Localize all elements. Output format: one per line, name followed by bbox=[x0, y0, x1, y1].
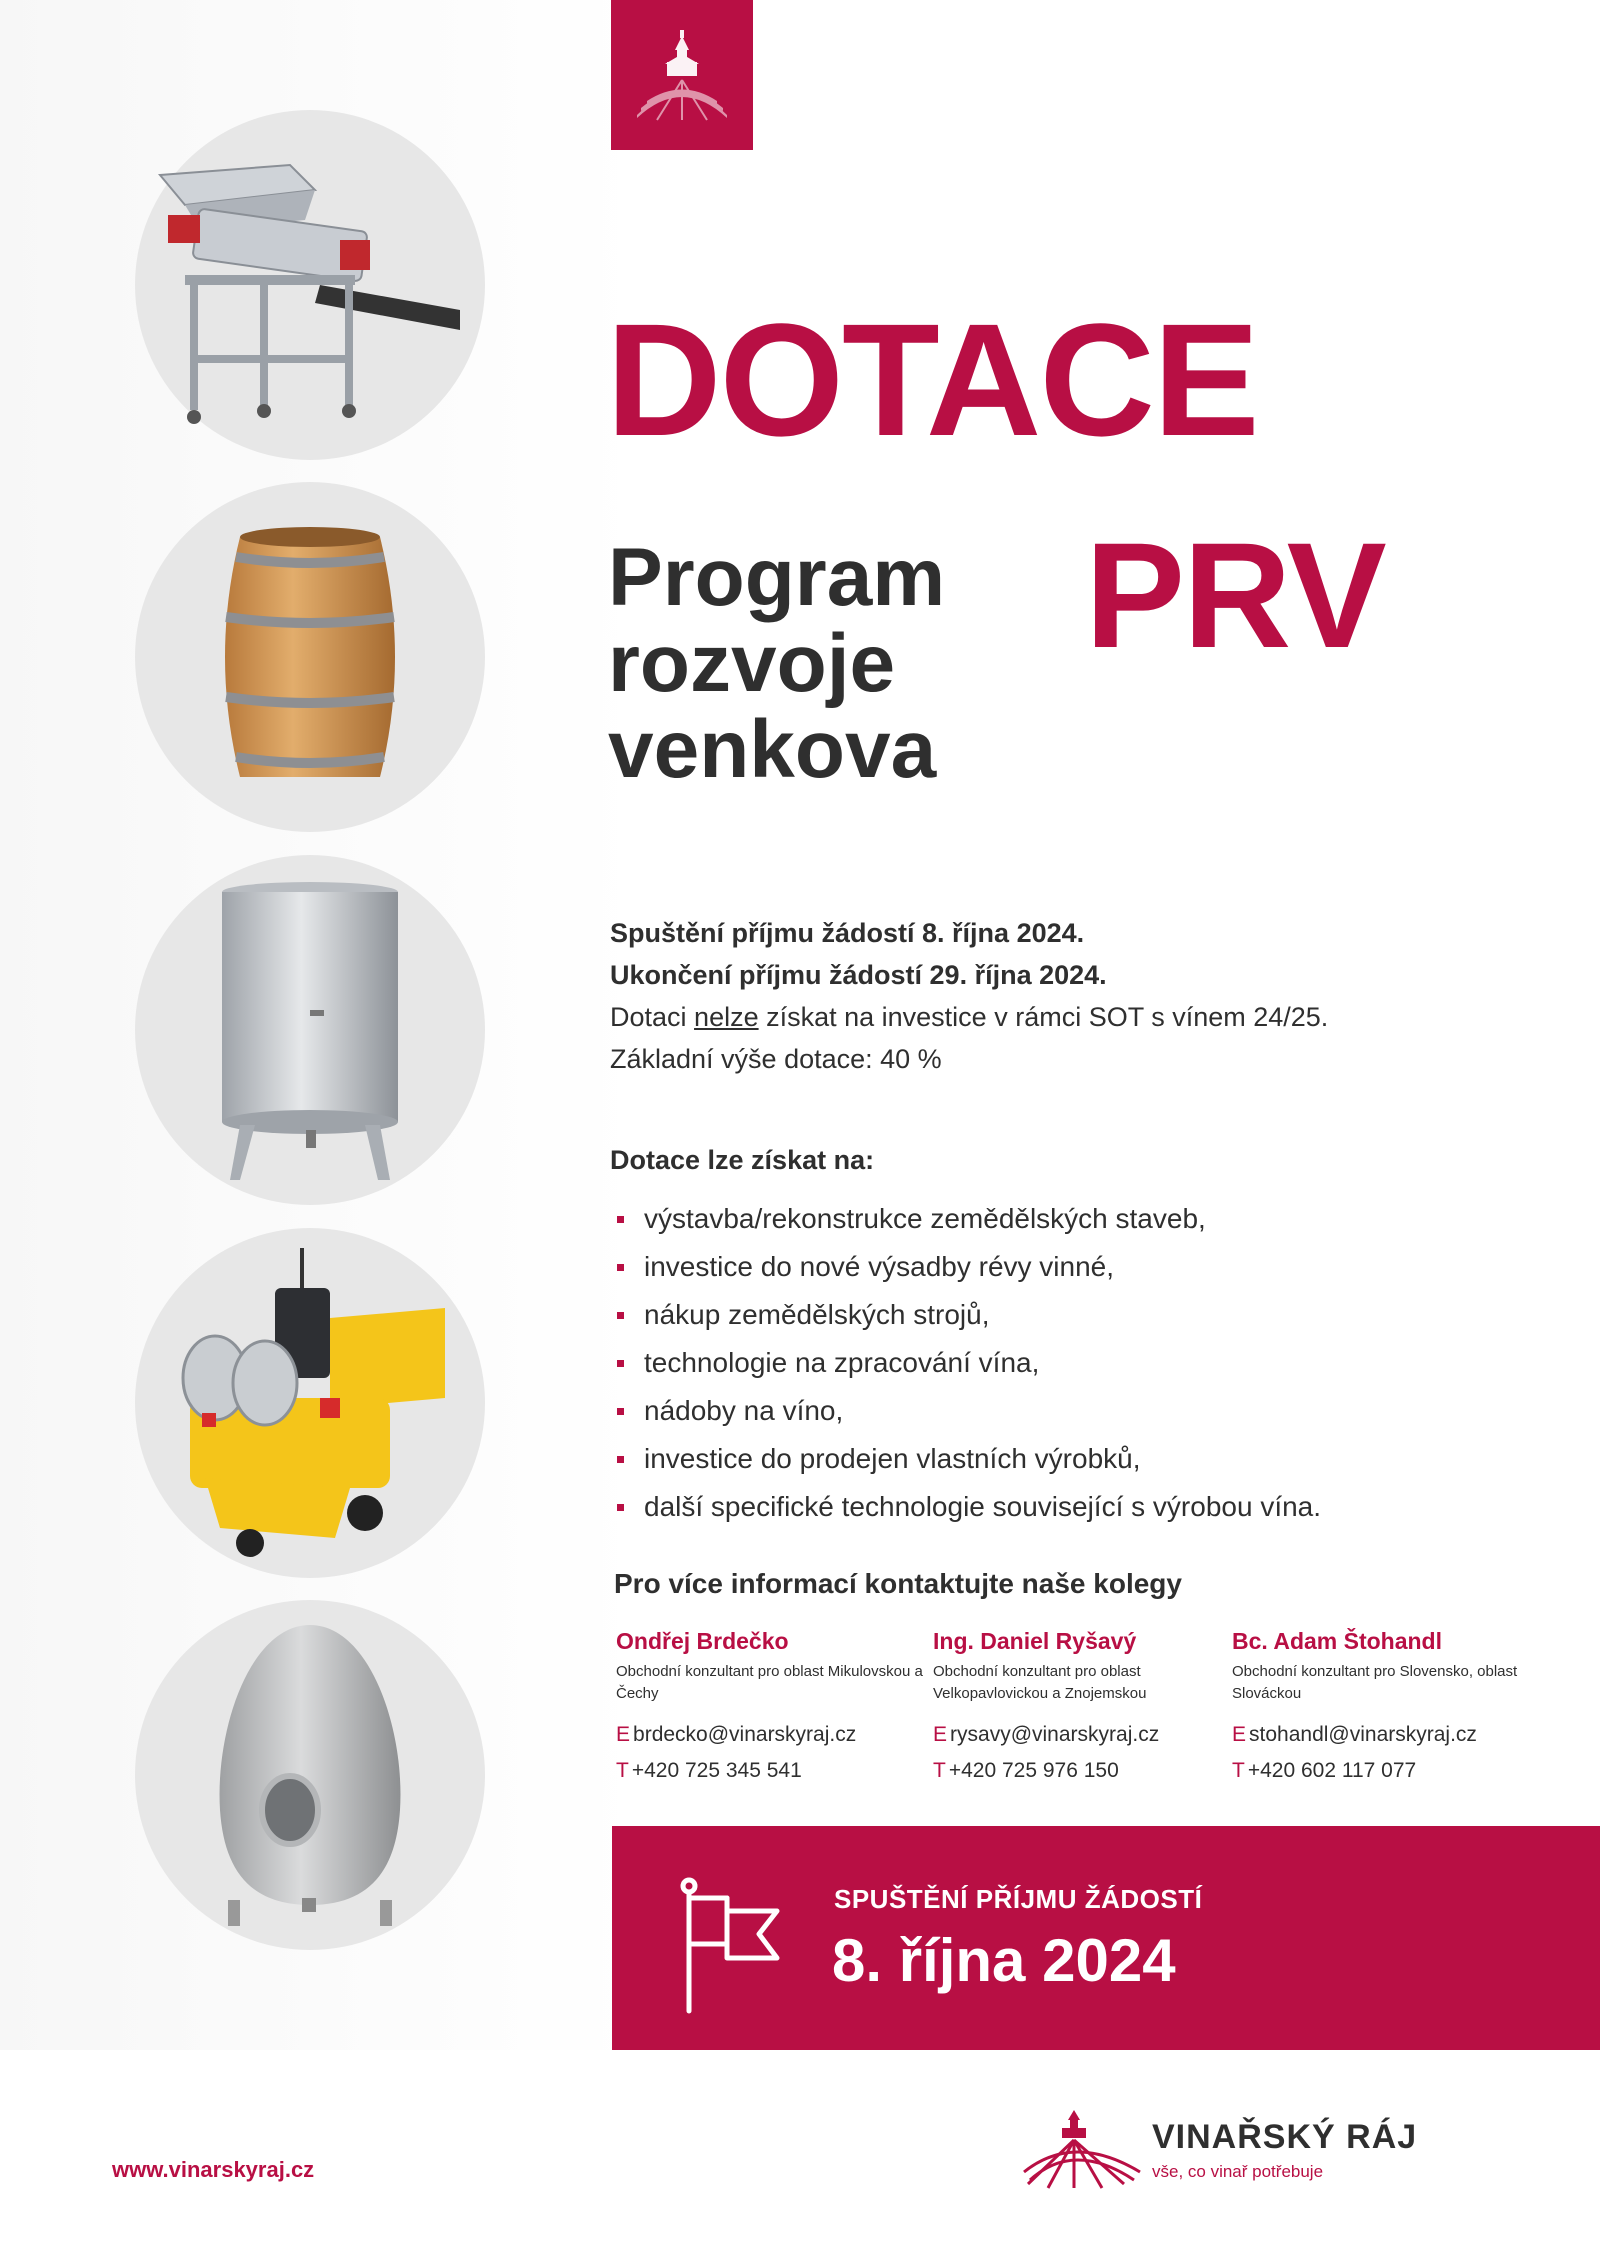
list-item: výstavba/rekonstrukce zemědělských staveb, bbox=[610, 1195, 1570, 1243]
list-item: nákup zemědělských strojů, bbox=[610, 1291, 1570, 1339]
brand-logo bbox=[1020, 2110, 1540, 2190]
restriction-note bbox=[610, 996, 1570, 1038]
steel-tank-icon bbox=[210, 880, 410, 1180]
contact-email-line bbox=[1232, 1717, 1532, 1753]
contact-email-link[interactable]: stohandl@vinarskyraj.cz bbox=[1249, 1723, 1477, 1746]
product-circle-pump bbox=[135, 1228, 485, 1578]
contact-name: Ondřej Brdečko bbox=[616, 1628, 789, 1654]
contact-email-link[interactable]: brdecko@vinarskyraj.cz bbox=[633, 1723, 857, 1746]
list-item: technologie na zpracování vína, bbox=[610, 1339, 1570, 1387]
product-circle-tank bbox=[135, 855, 485, 1205]
phone-key: T bbox=[616, 1759, 629, 1782]
contact-role: Obchodní konzultant pro Slovensko, oblast Slováckou bbox=[1232, 1663, 1518, 1702]
phone-key: T bbox=[933, 1759, 946, 1782]
contact-phone-link[interactable]: +420 725 345 541 bbox=[631, 1759, 802, 1782]
eligible-list bbox=[610, 1195, 1570, 1531]
subtitle-line: Program bbox=[608, 532, 946, 623]
note-emphasis: nelze bbox=[694, 1002, 759, 1032]
end-date-line: Ukončení příjmu žádostí 29. října 2024. bbox=[610, 960, 1107, 990]
email-key: E bbox=[1232, 1723, 1247, 1746]
list-item: investice do nové výsadby révy vinné, bbox=[610, 1243, 1570, 1291]
list-item: investice do prodejen vlastních výrobků, bbox=[610, 1435, 1570, 1483]
contact-card bbox=[933, 1628, 1223, 1789]
contact-role: Obchodní konzultant pro oblast Mikulovskou a Čechy bbox=[616, 1663, 923, 1702]
wooden-barrel-icon bbox=[190, 527, 430, 787]
contact-name: Bc. Adam Štohandl bbox=[1232, 1628, 1442, 1654]
contact-email-line bbox=[616, 1717, 936, 1753]
contact-phone-line bbox=[616, 1753, 936, 1789]
product-circle-egg-tank bbox=[135, 1600, 485, 1950]
contact-phone-link[interactable]: +420 725 976 150 bbox=[948, 1759, 1119, 1782]
concrete-egg-tank-icon bbox=[210, 1620, 410, 1930]
note-suffix: získat na investice v rámci SOT s vínem 24/25. bbox=[758, 1002, 1329, 1032]
base-rate-line: Základní výše dotace: 40 % bbox=[610, 1044, 942, 1074]
top-logo-tab bbox=[611, 0, 753, 150]
contact-role: Obchodní konzultant pro oblast Velkopavlovickou a Znojemskou bbox=[933, 1663, 1147, 1702]
note-prefix: Dotaci bbox=[610, 1002, 695, 1032]
winery-logo-icon bbox=[627, 20, 737, 130]
contact-phone-line bbox=[933, 1753, 1223, 1789]
email-key: E bbox=[616, 1723, 631, 1746]
product-circle-destemmer bbox=[135, 110, 485, 460]
contact-card bbox=[616, 1628, 936, 1789]
brand-logo-icon bbox=[1020, 2110, 1145, 2190]
launch-date-line: Spuštění příjmu žádostí 8. října 2024. bbox=[610, 918, 1085, 948]
contacts-title: Pro více informací kontaktujte naše kolegy bbox=[614, 1568, 1182, 1599]
contact-email-link[interactable]: rysavy@vinarskyraj.cz bbox=[950, 1723, 1160, 1746]
title-dotace: DOTACE bbox=[606, 290, 1258, 469]
contact-phone-link[interactable]: +420 602 117 077 bbox=[1247, 1759, 1417, 1782]
brand-name: VINAŘSKÝ RÁJ bbox=[1152, 2118, 1418, 2156]
phone-key: T bbox=[1232, 1759, 1245, 1782]
subtitle-line: rozvoje bbox=[608, 618, 896, 710]
website-link[interactable]: www.vinarskyraj.cz bbox=[112, 2157, 315, 2182]
email-key: E bbox=[933, 1723, 948, 1746]
intro-block bbox=[610, 912, 1570, 1080]
launch-banner bbox=[612, 1826, 1600, 2050]
list-item: nádoby na víno, bbox=[610, 1387, 1570, 1435]
product-circle-barrel bbox=[135, 482, 485, 832]
contact-card bbox=[1232, 1628, 1532, 1789]
list-item: další specifické technologie související s výrobou vína. bbox=[610, 1483, 1570, 1531]
banner-label: SPUŠTĚNÍ PŘÍJMU ŽÁDOSTÍ bbox=[834, 1884, 1203, 1914]
subtitle-program bbox=[608, 532, 1078, 796]
wine-pump-icon bbox=[160, 1248, 460, 1558]
contact-email-line bbox=[933, 1717, 1223, 1753]
title-prv: PRV bbox=[1085, 511, 1385, 679]
contact-phone-line bbox=[1232, 1753, 1532, 1789]
banner-date: 8. října 2024 bbox=[832, 1927, 1176, 1994]
flag-icon bbox=[677, 1876, 787, 2016]
contact-name: Ing. Daniel Ryšavý bbox=[933, 1628, 1137, 1654]
brand-tagline: vše, co vinař potřebuje bbox=[1152, 2162, 1324, 2181]
subtitle-line: venkova bbox=[608, 704, 937, 796]
eligible-title: Dotace lze získat na: bbox=[610, 1145, 875, 1175]
destemmer-machine-icon bbox=[140, 135, 480, 435]
